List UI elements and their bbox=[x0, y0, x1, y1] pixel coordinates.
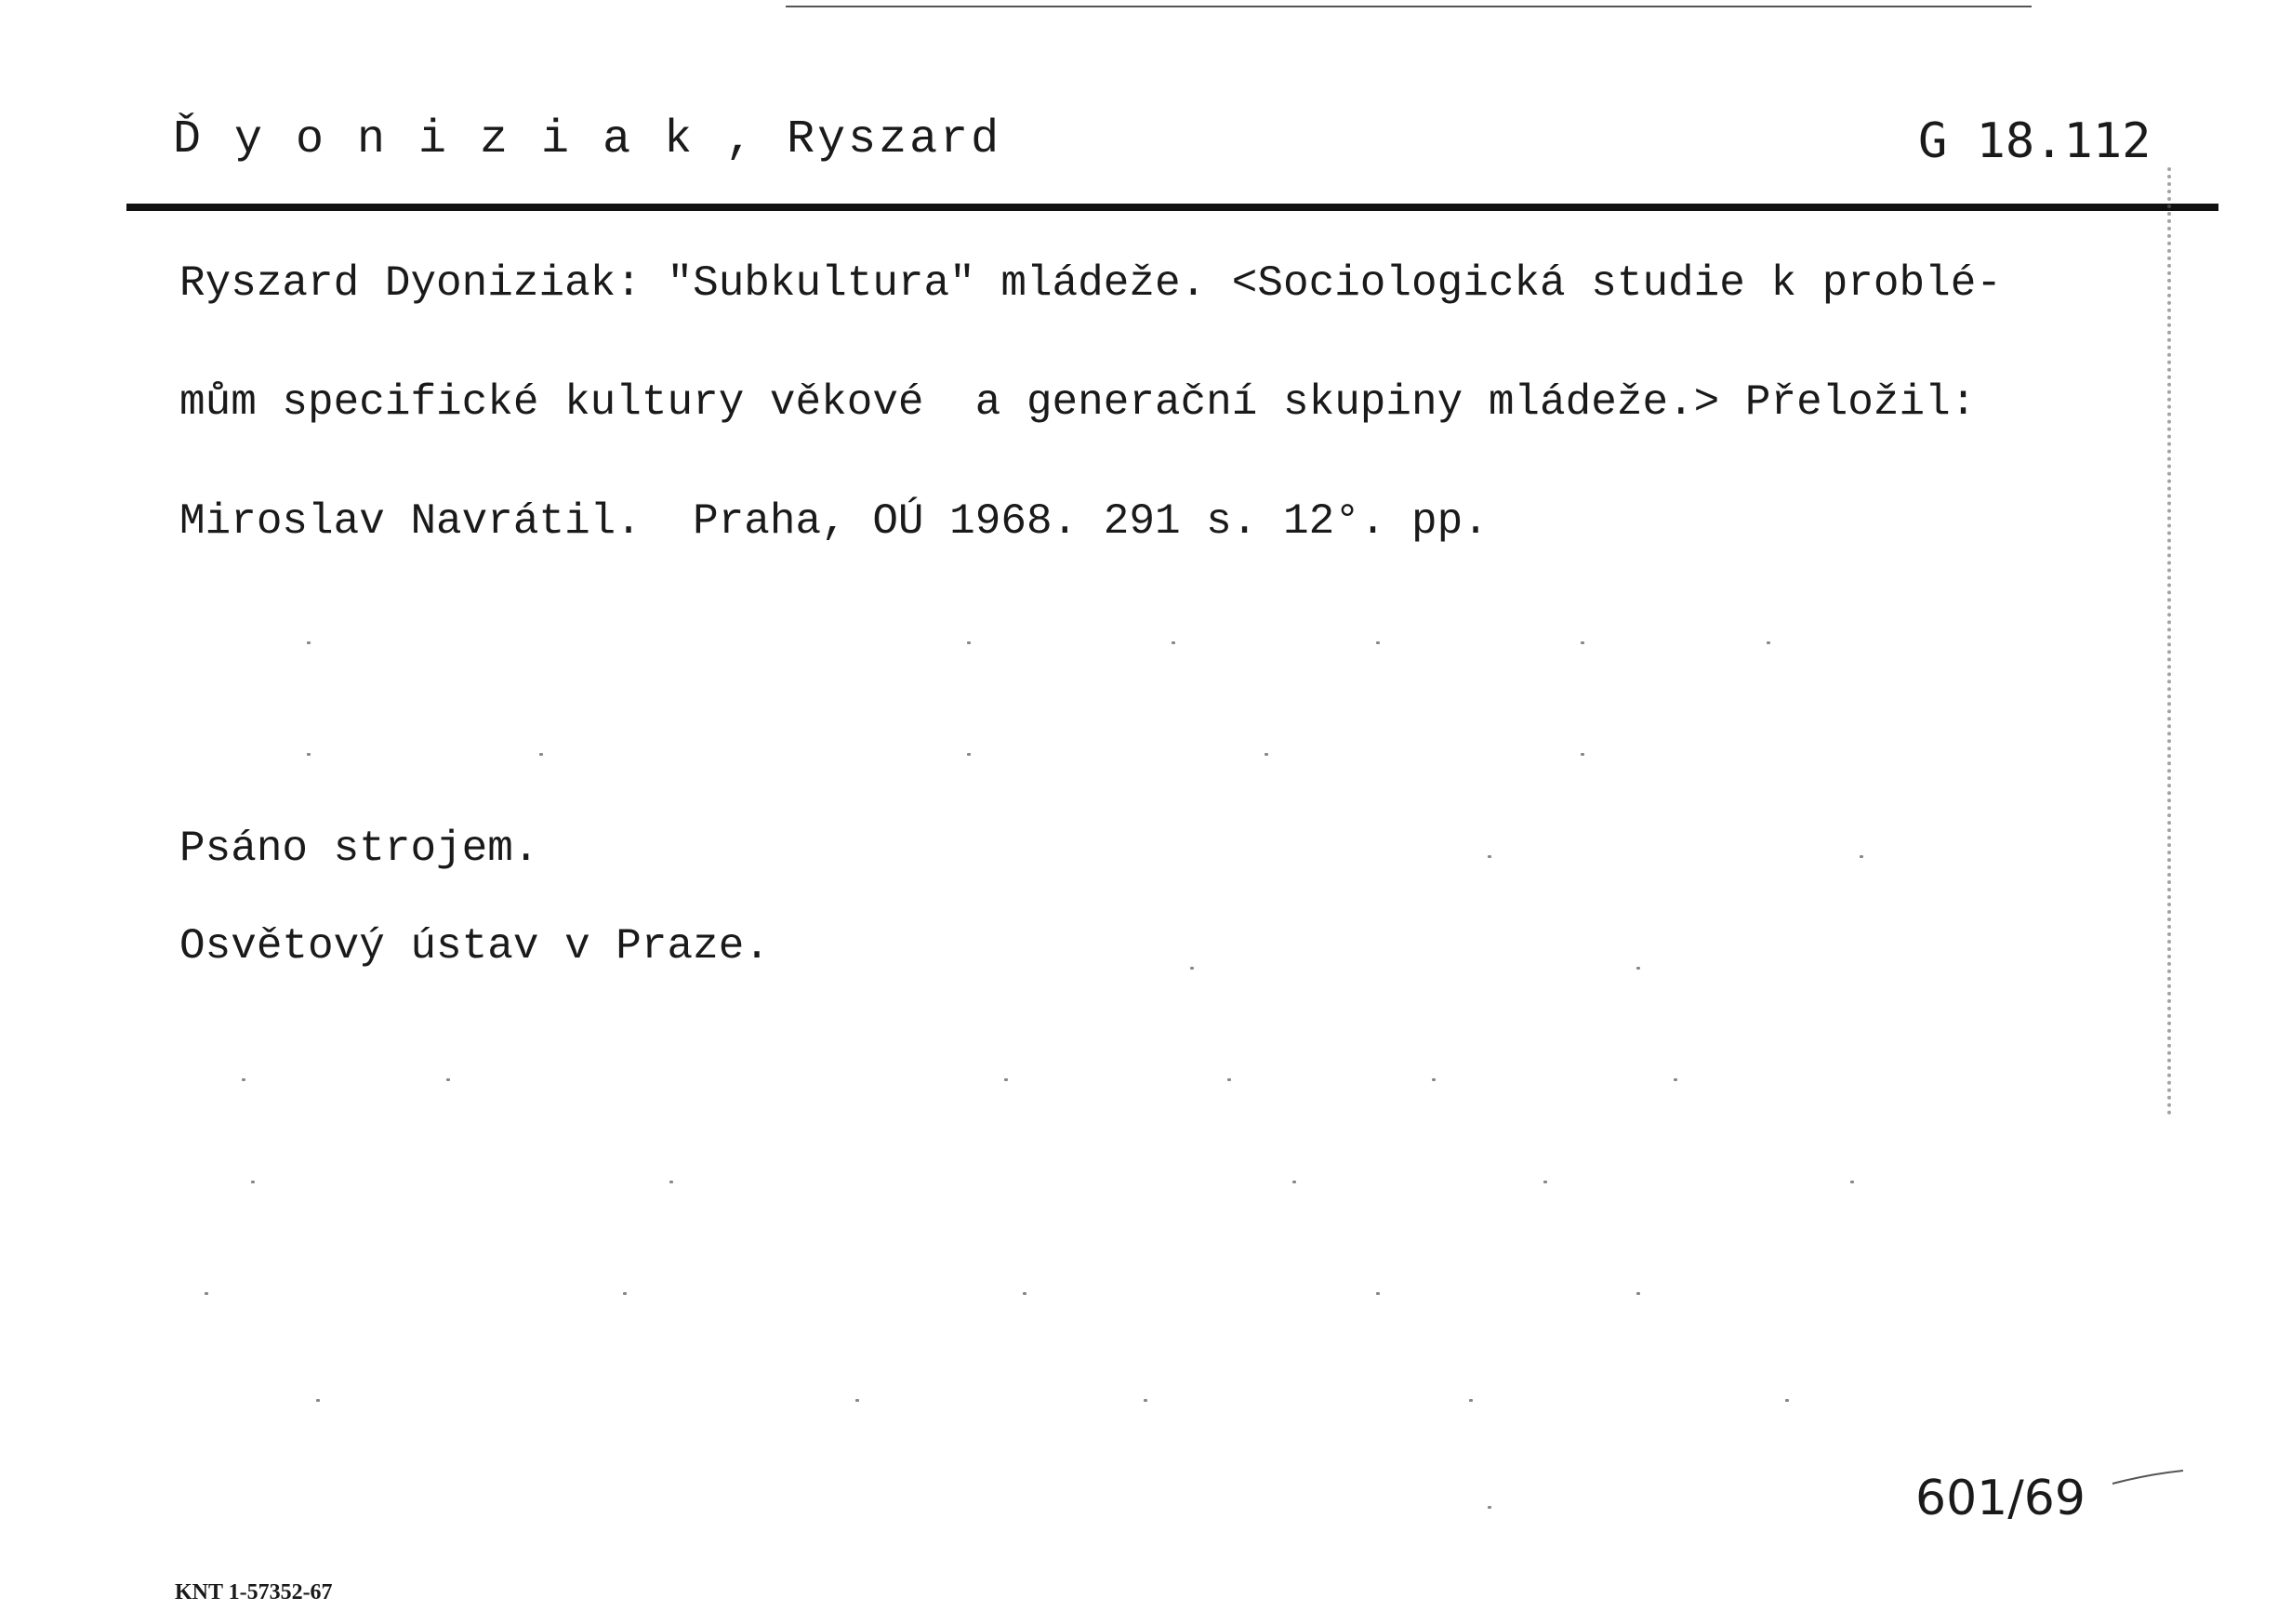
accession-number: 601/69 bbox=[1915, 1471, 2086, 1526]
form-code: KNT 1-57352-67 bbox=[175, 1580, 333, 1604]
note-line-1: Psáno strojem. bbox=[179, 825, 539, 873]
shelf-signature: G 18.112 bbox=[1918, 113, 2152, 169]
note-line-2: Osvětový ústav v Praze. bbox=[179, 922, 770, 970]
top-edge-line bbox=[786, 6, 2032, 7]
record-line-3: Miroslav Navrátil. Praha, OÚ 1968. 291 s. 12°. pp. bbox=[179, 497, 1489, 546]
record-line-1: Ryszard Dyoniziak: "Subkultura" mládeže. <Sociologická studie k problé- bbox=[179, 259, 2002, 308]
pen-stroke-mark bbox=[2111, 1469, 2185, 1487]
author-heading: Ď y o n i z i a k , Ryszard bbox=[173, 113, 1002, 166]
perforation-dots bbox=[2167, 167, 2175, 1116]
record-line-2: mům specifické kultury věkové a generační skupiny mládeže.> Přeložil: bbox=[179, 378, 1977, 427]
header-rule bbox=[126, 204, 2218, 211]
